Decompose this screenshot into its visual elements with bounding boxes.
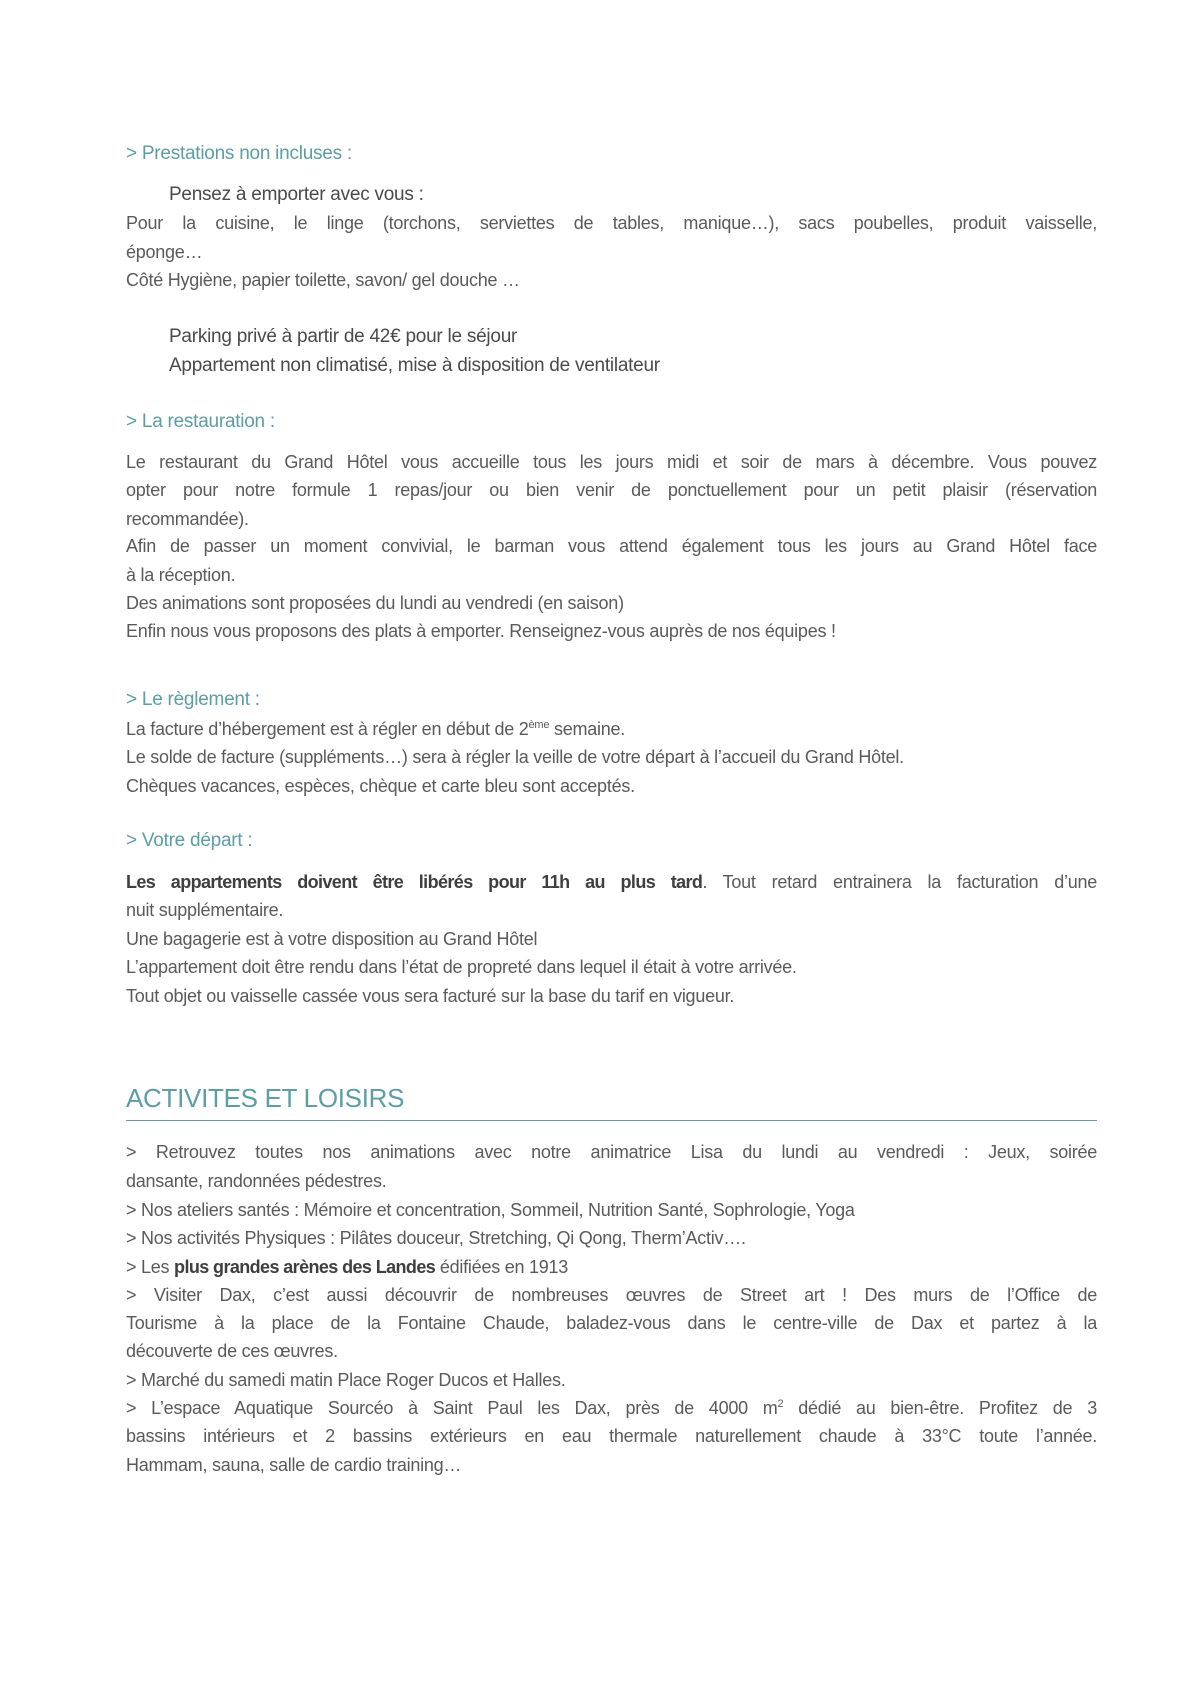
- section-heading-prestations: > Prestations non incluses :: [126, 143, 352, 164]
- text-line: > Nos ateliers santés : Mémoire et concentration, Sommeil, Nutrition Santé, Sophrologie, Yoga: [126, 1200, 855, 1220]
- text-line: recommandée).: [126, 509, 249, 529]
- text-line: [126, 868, 1097, 896]
- text-line: Des animations sont proposées du lundi au vendredi (en saison): [126, 593, 624, 613]
- text-run: > Les: [126, 1257, 175, 1277]
- text-line: Enfin nous vous proposons des plats à emporter. Renseignez-vous auprès de nos équipes !: [126, 621, 836, 641]
- subheading-bring: Pensez à emporter avec vous :: [169, 184, 424, 205]
- text-line: Afin de passer un moment convivial, le barman vous attend également tous les jours au Grand Hôtel face: [126, 536, 1097, 556]
- text-line: Le solde de facture (suppléments…) sera à régler la veille de votre départ à l’accueil du Grand Hôtel.: [126, 747, 904, 767]
- section-heading-depart: > Votre départ :: [126, 830, 253, 851]
- bold-run: Les appartements doivent être libérés pour 11h au plus tard: [126, 872, 703, 892]
- text-line: à la réception.: [126, 565, 236, 585]
- title-divider: [126, 1120, 1097, 1121]
- text-line: [126, 1253, 1097, 1281]
- text-line: Hammam, sauna, salle de cardio training…: [126, 1455, 462, 1475]
- text-line: Côté Hygiène, papier toilette, savon/ gel douche …: [126, 270, 520, 290]
- superscript: ème: [528, 719, 550, 731]
- text-line: Le restaurant du Grand Hôtel vous accueille tous les jours midi et soir de mars à décembre. Vous pouvez: [126, 452, 1097, 472]
- text-line: L’appartement doit être rendu dans l’état de propreté dans lequel il était à votre arrivée.: [126, 957, 797, 977]
- text-line: [126, 715, 1097, 743]
- text-line: opter pour notre formule 1 repas/jour ou bien venir de ponctuellement pour un petit plaisir (réservation: [126, 480, 1097, 500]
- text-line: Tourisme à la place de la Fontaine Chaude, baladez-vous dans le centre-ville de Dax et partez à la: [126, 1313, 1097, 1333]
- note-parking: Parking privé à partir de 42€ pour le séjour: [169, 326, 518, 347]
- text-line: > Marché du samedi matin Place Roger Ducos et Halles.: [126, 1370, 566, 1390]
- text-line: Chèques vacances, espèces, chèque et carte bleu sont acceptés.: [126, 776, 635, 796]
- text-run: semaine.: [549, 719, 625, 739]
- text-line: > Visiter Dax, c’est aussi découvrir de nombreuses œuvres de Street art ! Des murs de l’Office de: [126, 1285, 1097, 1305]
- text-run: La facture d’hébergement est à régler en début de 2: [126, 719, 529, 739]
- text-line: > Nos activités Physiques : Pilâtes douceur, Stretching, Qi Qong, Therm’Activ….: [126, 1228, 746, 1248]
- text-run: > L’espace Aquatique Sourcéo à Saint Paul les Dax, près de 4000 m: [126, 1398, 778, 1418]
- text-run: . Tout retard entrainera la facturation d’une: [702, 872, 1097, 892]
- note-ventilation: Appartement non climatisé, mise à disposition de ventilateur: [169, 355, 660, 376]
- text-line: découverte de ces œuvres.: [126, 1341, 338, 1361]
- section-heading-reglement: > Le règlement :: [126, 689, 260, 710]
- text-line: Tout objet ou vaisselle cassée vous sera facturé sur la base du tarif en vigueur.: [126, 986, 735, 1006]
- superscript: 2: [777, 1398, 784, 1410]
- text-line: nuit supplémentaire.: [126, 900, 284, 920]
- text-line: bassins intérieurs et 2 bassins extérieurs en eau thermale naturellement chaude à 33°C toute l’année.: [126, 1426, 1097, 1446]
- text-line: > Retrouvez toutes nos animations avec notre animatrice Lisa du lundi au vendredi : Jeux, soirée: [126, 1142, 1097, 1162]
- text-line: [126, 1394, 1097, 1422]
- text-run: dédié au bien-être. Profitez de 3: [783, 1398, 1097, 1418]
- section-heading-restauration: > La restauration :: [126, 411, 275, 432]
- text-line: Une bagagerie est à votre disposition au Grand Hôtel: [126, 929, 538, 949]
- section-title-activites: ACTIVITES ET LOISIRS: [126, 1083, 405, 1113]
- text-line: Pour la cuisine, le linge (torchons, serviettes de tables, manique…), sacs poubelles, produit vaisselle,: [126, 213, 1097, 233]
- text-run: édifiées en 1913: [435, 1257, 569, 1277]
- text-line: éponge…: [126, 242, 203, 262]
- text-line: dansante, randonnées pédestres.: [126, 1171, 387, 1191]
- bold-run: plus grandes arènes des Landes: [174, 1257, 436, 1277]
